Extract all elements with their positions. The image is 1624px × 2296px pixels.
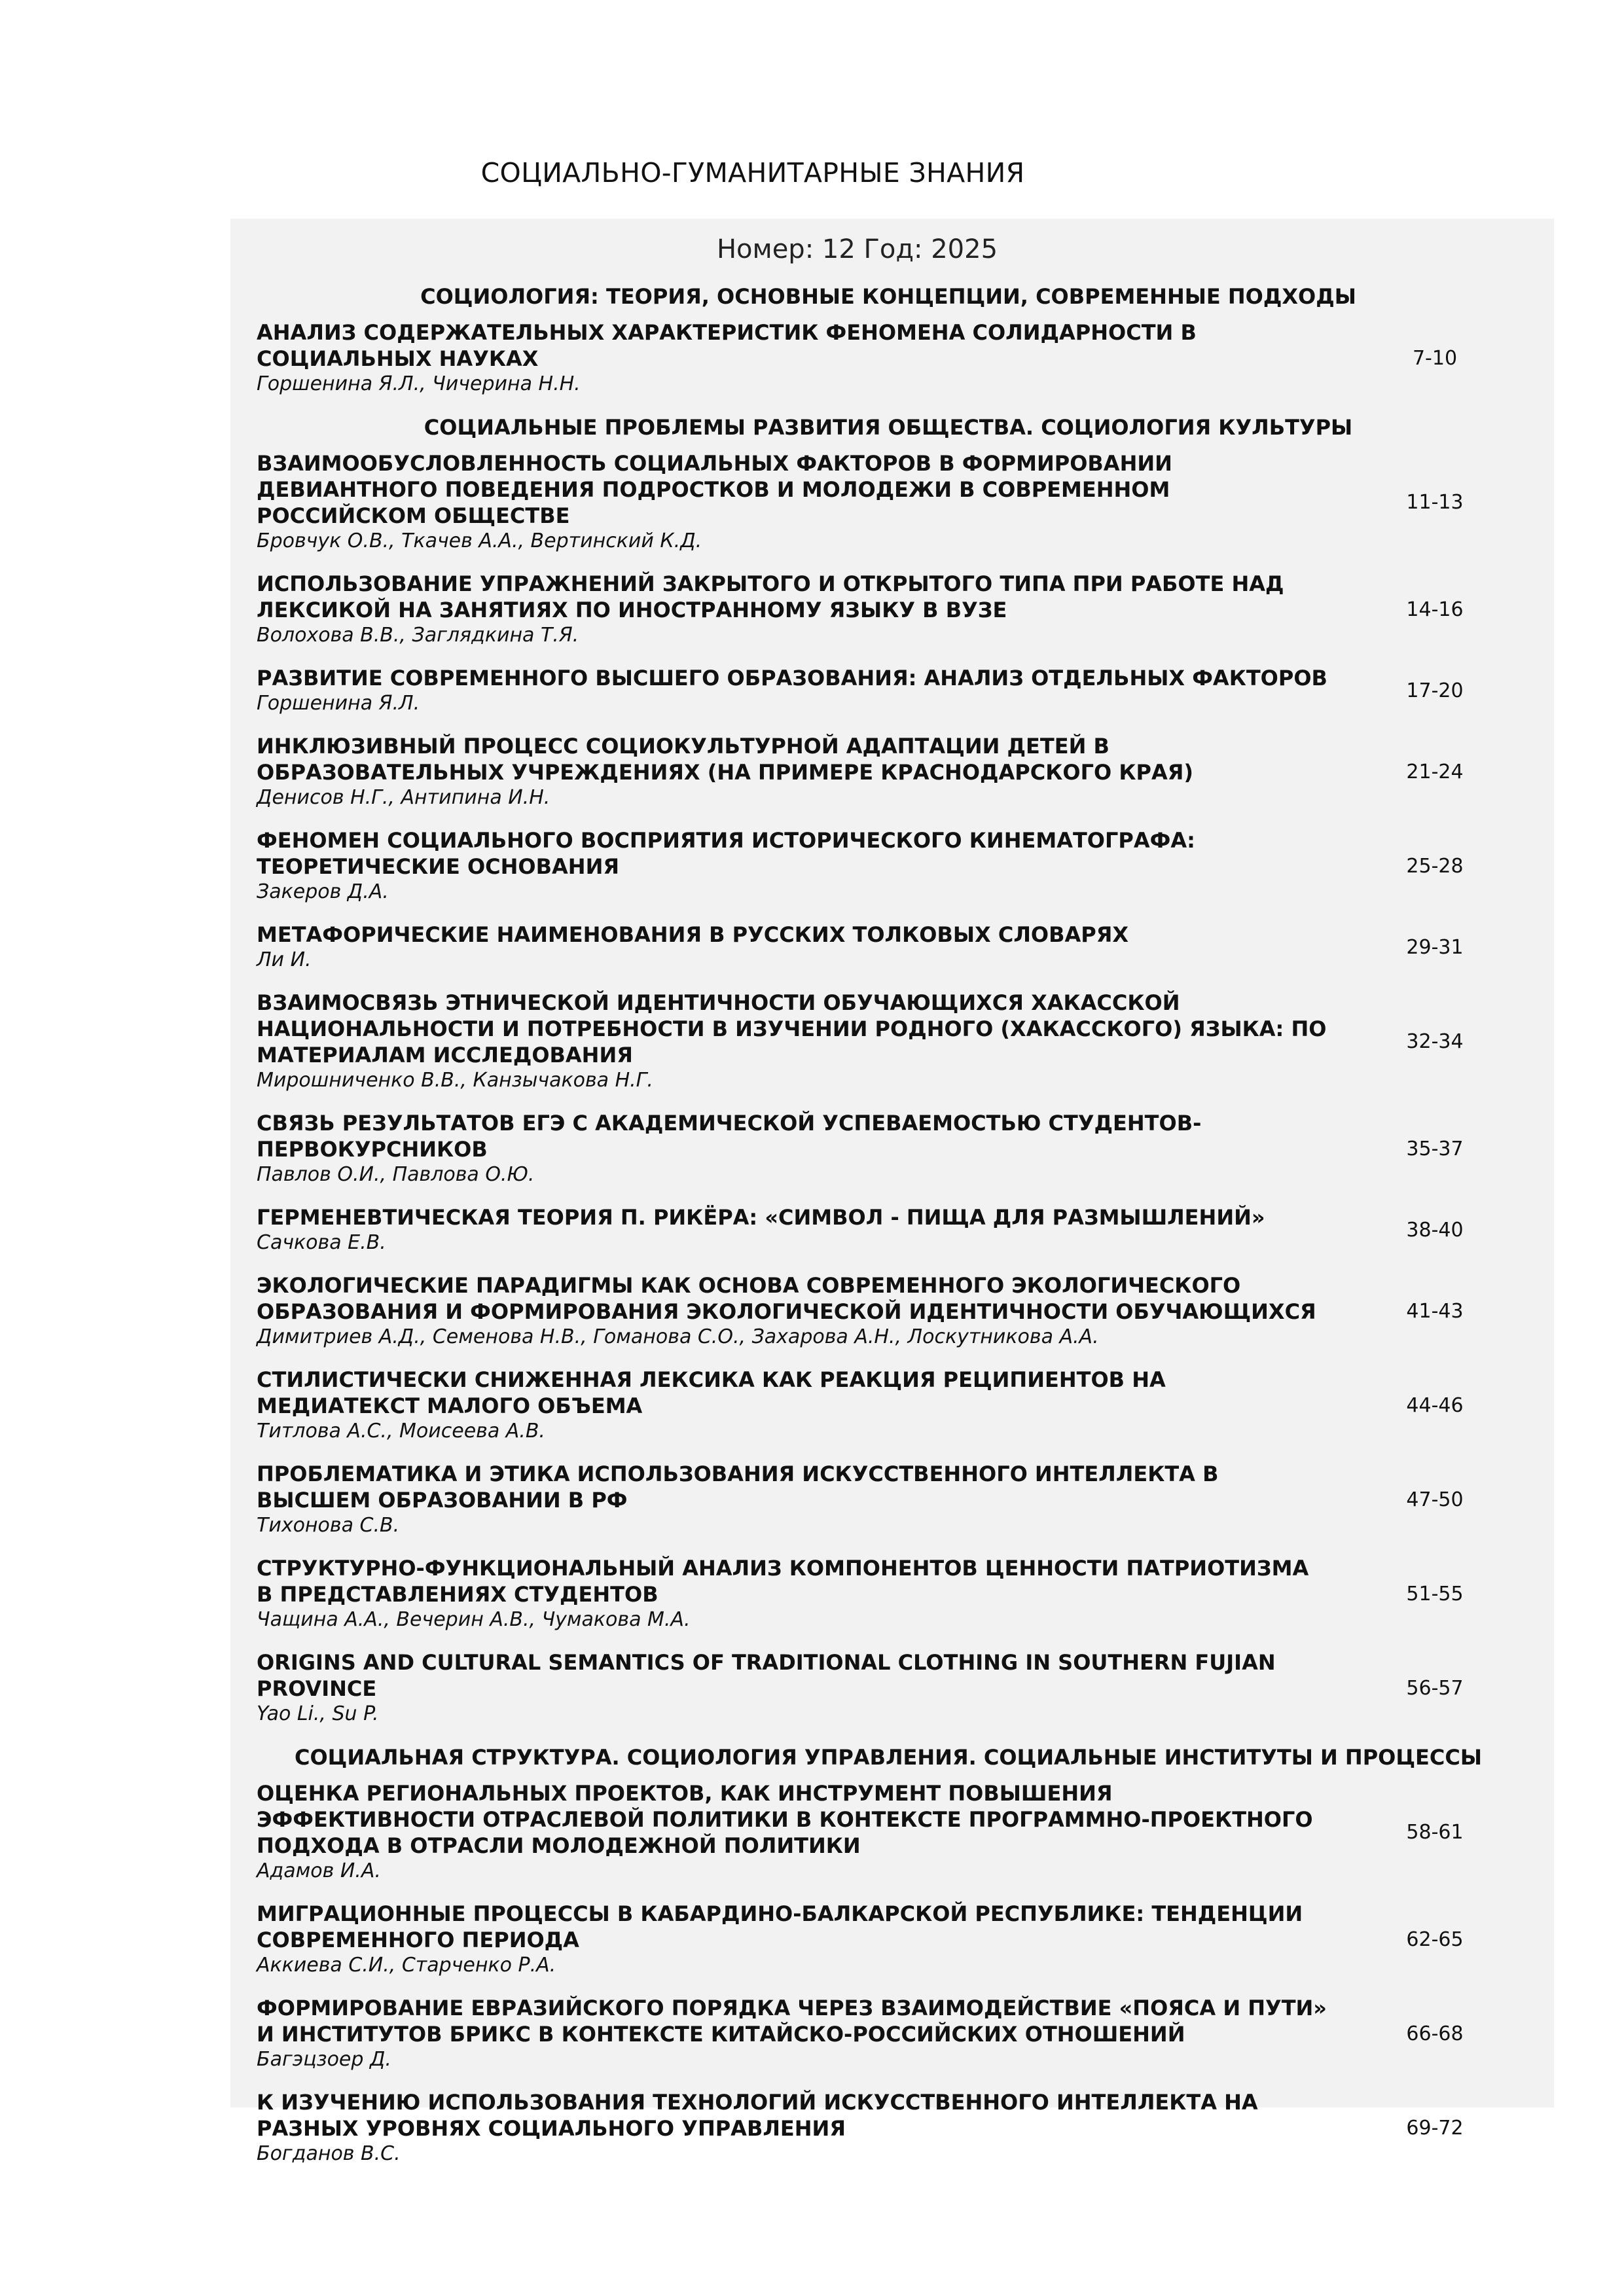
article-authors: Yao Li., Su P. [257, 1702, 379, 1725]
article-title[interactable]: ЭКОЛОГИЧЕСКИЕ ПАРАДИГМЫ КАК ОСНОВА СОВРЕМЕННОГО ЭКОЛОГИЧЕСКОГО ОБРАЗОВАНИЯ И ФОРМИРОВАНИЯ ЭКОЛОГИЧЕСКОЙ ИДЕНТИЧНОСТИ ОБУЧАЮЩИХСЯ [257, 1273, 1316, 1324]
article-title[interactable]: ВЗАИМООБУСЛОВЛЕННОСТЬ СОЦИАЛЬНЫХ ФАКТОРОВ В ФОРМИРОВАНИИ ДЕВИАНТНОГО ПОВЕДЕНИЯ ПОДРОСТКОВ И МОЛОДЕЖИ В СОВРЕМЕННОМ РОССИЙСКОМ ОБЩЕСТВЕ [257, 451, 1172, 528]
article-authors: Сачкова Е.В. [257, 1231, 386, 1254]
article-title[interactable]: РАЗВИТИЕ СОВРЕМЕННОГО ВЫСШЕГО ОБРАЗОВАНИЯ: АНАЛИЗ ОТДЕЛЬНЫХ ФАКТОРОВ [257, 666, 1327, 691]
article-entry [257, 1649, 1520, 1727]
article-info [257, 1461, 1330, 1538]
article-title[interactable]: ВЗАИМОСВЯЗЬ ЭТНИЧЕСКОЙ ИДЕНТИЧНОСТИ ОБУЧАЮЩИХСЯ ХАКАССКОЙ НАЦИОНАЛЬНОСТИ И ПОТРЕБНОСТИ В ИЗУЧЕНИИ РОДНОГО (ХАКАССКОГО) ЯЗЫКА: ПО МАТЕРИАЛАМ ИССЛЕДОВАНИЯ [257, 990, 1327, 1067]
article-title[interactable]: ГЕРМЕНЕВТИЧЕСКАЯ ТЕОРИЯ П. РИКЁРА: «СИМВОЛ - ПИЩА ДЛЯ РАЗМЫШЛЕНИЙ» [257, 1205, 1265, 1230]
article-title[interactable]: МЕТАФОРИЧЕСКИЕ НАИМЕНОВАНИЯ В РУССКИХ ТОЛКОВЫХ СЛОВАРЯХ [257, 922, 1129, 947]
article-authors: Павлов О.И., Павлова О.Ю. [257, 1163, 535, 1186]
article-info [257, 733, 1330, 810]
article-info [257, 450, 1330, 554]
article-info [257, 319, 1330, 397]
article-info [257, 1780, 1330, 1884]
article-title[interactable]: ОЦЕНКА РЕГИОНАЛЬНЫХ ПРОЕКТОВ, КАК ИНСТРУМЕНТ ПОВЫШЕНИЯ ЭФФЕКТИВНОСТИ ОТРАСЛЕВОЙ ПОЛИТИКИ В КОНТЕКСТЕ ПРОГРАММНО-ПРОЕКТНОГО ПОДХОДА В ОТРАСЛИ МОЛОДЕЖНОЙ ПОЛИТИКИ [257, 1781, 1313, 1858]
article-title[interactable]: ФОРМИРОВАНИЕ ЕВРАЗИЙСКОГО ПОРЯДКА ЧЕРЕЗ ВЗАИМОДЕЙСТВИЕ «ПОЯСА И ПУТИ» И ИНСТИТУТОВ БРИКС В КОНТЕКСТЕ КИТАЙСКО-РОССИЙСКИХ ОТНОШЕНИЙ [257, 1996, 1327, 2047]
article-pages: 56-57 [1406, 1676, 1464, 1700]
article-pages: 17-20 [1406, 679, 1464, 702]
article-pages: 41-43 [1406, 1299, 1464, 1323]
article-pages: 32-34 [1406, 1030, 1464, 1053]
article-info [257, 2089, 1330, 2166]
article-title[interactable]: АНАЛИЗ СОДЕРЖАТЕЛЬНЫХ ХАРАКТЕРИСТИК ФЕНОМЕНА СОЛИДАРНОСТИ В СОЦИАЛЬНЫХ НАУКАХ [257, 320, 1197, 371]
article-authors: Тихонова С.В. [257, 1514, 400, 1537]
article-info [257, 827, 1330, 905]
article-authors: Мирошниченко В.В., Канзычакова Н.Г. [257, 1069, 653, 1092]
article-authors: Димитриев А.Д., Семенова Н.В., Гоманова С.О., Захарова А.Н., Лоскутникова А.А. [257, 1325, 1099, 1348]
article-title[interactable]: СТРУКТУРНО-ФУНКЦИОНАЛЬНЫЙ АНАЛИЗ КОМПОНЕНТОВ ЦЕННОСТИ ПАТРИОТИЗМА В ПРЕДСТАВЛЕНИЯХ СТУДЕНТОВ [257, 1556, 1309, 1607]
article-pages: 44-46 [1406, 1393, 1464, 1417]
article-authors: Адамов И.А. [257, 1859, 381, 1882]
article-entry [257, 450, 1520, 554]
article-authors: Багэцзоер Д. [257, 2048, 391, 2071]
section-heading: СОЦИАЛЬНАЯ СТРУКТУРА. СОЦИОЛОГИЯ УПРАВЛЕНИЯ. СОЦИАЛЬНЫЕ ИНСТИТУТЫ И ПРОЦЕССЫ [294, 1745, 1483, 1770]
article-info [257, 1110, 1330, 1187]
article-title[interactable]: К ИЗУЧЕНИЮ ИСПОЛЬЗОВАНИЯ ТЕХНОЛОГИЙ ИСКУССТВЕННОГО ИНТЕЛЛЕКТА НА РАЗНЫХ УРОВНЯХ СОЦИАЛЬНОГО УПРАВЛЕНИЯ [257, 2090, 1258, 2141]
article-authors: Бровчук О.В., Ткачев А.А., Вертинский К.Д. [257, 529, 702, 552]
article-entry [257, 1901, 1520, 1978]
article-info [257, 1555, 1330, 1632]
article-info [257, 1995, 1330, 2072]
article-pages: 62-65 [1406, 1928, 1464, 1951]
article-title[interactable]: ORIGINS AND CULTURAL SEMANTICS OF TRADITIONAL CLOTHING IN SOUTHERN FUJIAN PROVINCE [257, 1650, 1276, 1701]
article-info [257, 1649, 1330, 1727]
article-pages: 35-37 [1406, 1137, 1464, 1160]
article-info [257, 922, 1330, 973]
article-entry [257, 1461, 1520, 1538]
article-authors: Денисов Н.Г., Антипина И.Н. [257, 786, 550, 809]
issue-label: Номер: 12 Год: 2025 [716, 234, 998, 264]
article-entry [257, 2089, 1520, 2166]
article-info [257, 1901, 1330, 1978]
article-pages: 29-31 [1406, 935, 1464, 959]
article-entry [257, 733, 1520, 810]
article-entry [257, 922, 1520, 973]
article-info [257, 990, 1330, 1093]
article-title[interactable]: ПРОБЛЕМАТИКА И ЭТИКА ИСПОЛЬЗОВАНИЯ ИСКУССТВЕННОГО ИНТЕЛЛЕКТА В ВЫСШЕМ ОБРАЗОВАНИИ В РФ [257, 1462, 1219, 1513]
journal-title: СОЦИАЛЬНО-ГУМАНИТАРНЫЕ ЗНАНИЯ [480, 157, 1025, 188]
article-title[interactable]: ИСПОЛЬЗОВАНИЕ УПРАЖНЕНИЙ ЗАКРЫТОГО И ОТКРЫТОГО ТИПА ПРИ РАБОТЕ НАД ЛЕКСИКОЙ НА ЗАНЯТИЯХ ПО ИНОСТРАННОМУ ЯЗЫКУ В ВУЗЕ [257, 571, 1284, 622]
article-pages: 14-16 [1406, 598, 1464, 621]
article-title[interactable]: СВЯЗЬ РЕЗУЛЬТАТОВ ЕГЭ С АКАДЕМИЧЕСКОЙ УСПЕВАЕМОСТЬЮ СТУДЕНТОВ-ПЕРВОКУРСНИКОВ [257, 1111, 1202, 1162]
article-entry [257, 1780, 1520, 1884]
section-heading: СОЦИАЛЬНЫЕ ПРОБЛЕМЫ РАЗВИТИЯ ОБЩЕСТВА. СОЦИОЛОГИЯ КУЛЬТУРЫ [424, 415, 1353, 440]
article-info [257, 571, 1330, 648]
article-info [257, 1204, 1330, 1255]
article-pages: 51-55 [1406, 1582, 1464, 1605]
article-entry [257, 1995, 1520, 2072]
article-info [257, 665, 1330, 716]
article-entry [257, 1204, 1520, 1255]
article-entry [257, 1110, 1520, 1187]
article-entry [257, 1367, 1520, 1444]
article-entry [257, 571, 1520, 648]
article-entry [257, 1272, 1520, 1350]
section-heading: СОЦИОЛОГИЯ: ТЕОРИЯ, ОСНОВНЫЕ КОНЦЕПЦИИ, СОВРЕМЕННЫЕ ПОДХОДЫ [420, 284, 1356, 309]
article-title[interactable]: СТИЛИСТИЧЕСКИ СНИЖЕННАЯ ЛЕКСИКА КАК РЕАКЦИЯ РЕЦИПИЕНТОВ НА МЕДИАТЕКСТ МАЛОГО ОБЪЕМА [257, 1367, 1166, 1418]
article-authors: Горшенина Я.Л. [257, 692, 420, 715]
article-info [257, 1367, 1330, 1444]
article-pages: 66-68 [1406, 2022, 1464, 2045]
article-authors: Горшенина Я.Л., Чичерина Н.Н. [257, 372, 581, 395]
article-authors: Аккиева С.И., Старченко Р.А. [257, 1954, 556, 1977]
article-pages: 11-13 [1406, 490, 1464, 514]
article-pages: 47-50 [1406, 1488, 1464, 1511]
article-entry [257, 1555, 1520, 1632]
article-authors: Чащина А.А., Вечерин А.В., Чумакова М.А. [257, 1608, 691, 1631]
toc-panel [230, 219, 1554, 2165]
article-entry [257, 319, 1520, 397]
article-pages: 21-24 [1406, 760, 1464, 783]
article-authors: Закеров Д.А. [257, 880, 389, 903]
article-pages: 69-72 [1406, 2116, 1464, 2140]
article-title[interactable]: ИНКЛЮЗИВНЫЙ ПРОЦЕСС СОЦИОКУЛЬТУРНОЙ АДАПТАЦИИ ДЕТЕЙ В ОБРАЗОВАТЕЛЬНЫХ УЧРЕЖДЕНИЯХ (НА ПРИМЕРЕ КРАСНОДАРСКОГО КРАЯ) [257, 734, 1193, 785]
article-pages: 25-28 [1406, 854, 1464, 878]
article-authors: Титлова А.С., Моисеева А.В. [257, 1420, 545, 1443]
article-authors: Ли И. [257, 948, 312, 971]
article-entry [257, 665, 1520, 716]
article-info [257, 1272, 1330, 1350]
article-entry [257, 990, 1520, 1093]
article-pages: 58-61 [1406, 1820, 1464, 1844]
article-title[interactable]: МИГРАЦИОННЫЕ ПРОЦЕССЫ В КАБАРДИНО-БАЛКАРСКОЙ РЕСПУБЛИКЕ: ТЕНДЕНЦИИ СОВРЕМЕННОГО ПЕРИОДА [257, 1901, 1303, 1952]
article-entry [257, 827, 1520, 905]
article-pages: 7-10 [1412, 346, 1458, 370]
article-pages: 38-40 [1406, 1218, 1464, 1242]
article-title[interactable]: ФЕНОМЕН СОЦИАЛЬНОГО ВОСПРИЯТИЯ ИСТОРИЧЕСКОГО КИНЕМАТОГРАФА: ТЕОРЕТИЧЕСКИЕ ОСНОВАНИЯ [257, 828, 1195, 879]
table-of-contents [257, 283, 1520, 2183]
article-authors: Богданов В.С. [257, 2142, 401, 2165]
article-authors: Волохова В.В., Заглядкина Т.Я. [257, 624, 579, 647]
